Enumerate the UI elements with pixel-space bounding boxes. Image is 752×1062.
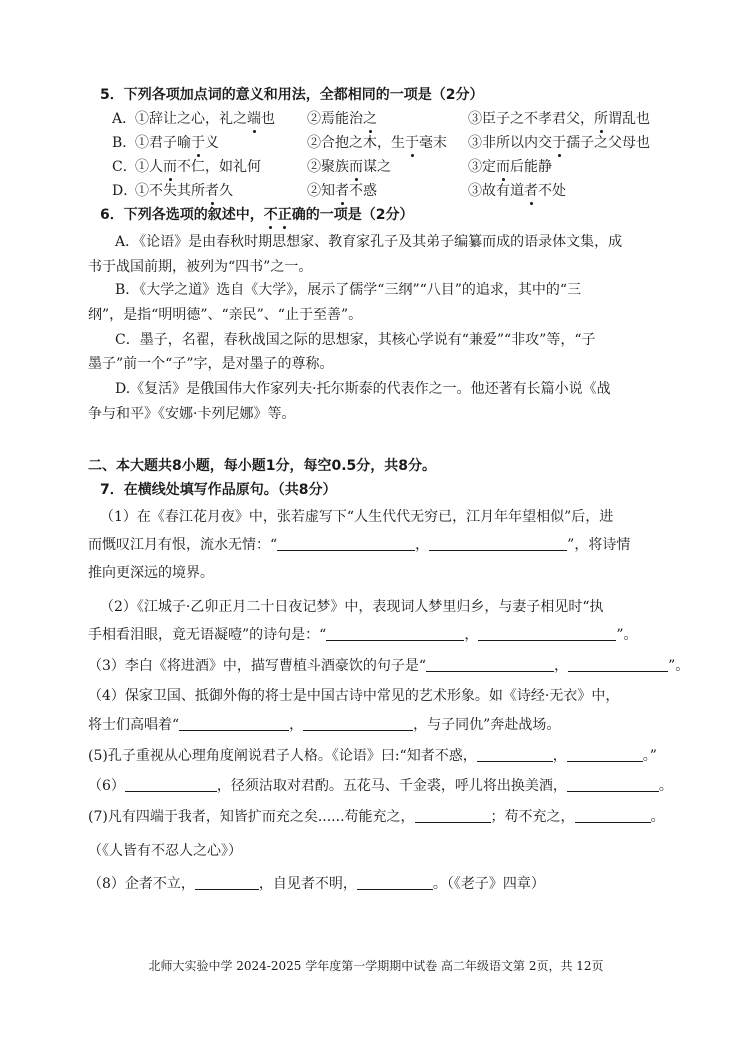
q6-option-c-line-2: 墨子”前一个“子”字，是对墨子的尊称。 — [88, 356, 334, 372]
answer-blank[interactable] — [277, 536, 415, 551]
q5-option-b-item-2: ②合抱之木，生于毫末 — [307, 135, 447, 151]
question-5-stem: 5．下列各项加点词的意义和用法，全都相同的一项是（2分） — [100, 87, 484, 103]
emphasis-dot: 者 — [524, 183, 538, 199]
emphasis-dot: 于 — [405, 135, 419, 151]
emphasis-dot: 之 — [363, 111, 377, 127]
emphasis-dot: 者 — [205, 183, 219, 199]
answer-blank[interactable] — [357, 875, 433, 890]
emphasis-dot: 正 — [277, 207, 292, 223]
emphasis-dot: 于 — [552, 135, 566, 151]
q5-option-b-item-3: ③非所以内交于孺子之父母也 — [468, 135, 650, 151]
answer-blank[interactable] — [568, 657, 668, 672]
q5-option-b-item-1: ①君子喻于义 — [135, 135, 219, 151]
q5-option-b-label: B． — [112, 135, 137, 151]
q5-option-c-item-2: ②聚族而谋之 — [307, 159, 391, 175]
q5-option-d-item-2: ②知者不惑 — [307, 183, 377, 199]
answer-blank[interactable] — [478, 626, 616, 641]
q7-item-2-line-2: 手相看泪眼，竟无语凝噎”的诗句是：“ ， ”。 — [88, 627, 638, 643]
q6-option-d-line-2: 争与和平》《安娜·卡列尼娜》等。 — [88, 406, 296, 422]
answer-blank[interactable] — [477, 747, 553, 762]
q6-option-b-line-1: B．《大学之道》选自《大学》，展示了儒学“三纲”“八目”的追求，其中的“三 — [115, 282, 582, 298]
q7-item-8: （8）企者不立， ，自见者不明， 。（《老子》四章） — [88, 876, 545, 892]
q5-option-a-item-3: ③臣子之不孝君父，所谓乱也 — [468, 111, 650, 127]
q5-option-d-label: D． — [112, 183, 138, 199]
answer-blank[interactable] — [567, 777, 659, 792]
q5-option-a-label: A． — [112, 111, 137, 127]
emphasis-dot: 于 — [191, 135, 205, 151]
emphasis-dot: 端 — [247, 111, 261, 127]
q7-item-5: (5)孔子重视从心理角度阐说君子人格。《论语》曰:“知者不惑， ， 。” — [88, 748, 657, 764]
emphasis-dot: 所 — [594, 111, 608, 127]
emphasis-dot: 而 — [163, 159, 177, 175]
q5-option-c-label: C． — [112, 159, 137, 175]
q6-option-a-line-2: 书于战国前期，被列为“四书”之一。 — [88, 259, 313, 275]
question-7-stem: 7．在横线处填写作品原句。（共8分） — [100, 482, 337, 498]
answer-blank[interactable] — [303, 716, 413, 731]
q7-item-1-line-2: 而慨叹江月有恨，流水无情：“ ， ”，将诗情 — [88, 537, 631, 553]
answer-blank[interactable] — [326, 626, 464, 641]
q5-option-c-item-3: ③定而后能静 — [468, 159, 552, 175]
q7-item-4-line-1: （4）保家卫国、抵御外侮的将士是中国古诗中常见的艺术形象。如《诗经·无衣》中， — [88, 688, 620, 704]
emphasis-dot: 者 — [335, 183, 349, 199]
q6-option-d-line-1: D.《复活》是俄国伟大作家列夫·托尔斯泰的代表作之一。他还著有长篇小说《战 — [115, 381, 611, 397]
answer-blank[interactable] — [415, 808, 491, 823]
q6-option-a-line-1: A．《论语》是由春秋时期思想家、教育家孔子及其弟子编纂而成的语录体文集，成 — [115, 234, 623, 250]
section-2-heading: 二、本大题共8小题，每小题1分，每空0.5分，共8分。 — [88, 458, 437, 474]
q7-item-6: （6） ，径须沽取对君酌。五花马、千金裘，呼儿将出换美酒， 。 — [88, 778, 673, 794]
q5-option-d-item-3: ③故有道者不处 — [468, 183, 566, 199]
answer-blank[interactable] — [429, 536, 567, 551]
q7-item-7-source: （《人皆有不忍人之心》） — [88, 843, 242, 859]
q5-option-c-item-1: ①人而不仁，如礼何 — [135, 159, 261, 175]
emphasis-dot: 不 — [263, 207, 278, 223]
page-footer: 北师大实验中学 2024-2025 学年度第一学期期中试卷 高二年级语文第 2页，共 12页 — [148, 959, 604, 973]
answer-blank[interactable] — [125, 777, 217, 792]
answer-blank[interactable] — [426, 657, 554, 672]
q5-option-a-item-2: ②焉能治之 — [307, 111, 377, 127]
q5-option-a-item-1: ①辞让之心，礼之端也 — [135, 111, 275, 127]
q7-item-1-line-3: 推向更深远的境界。 — [88, 565, 214, 581]
q7-item-4-line-2: 将士们高唱着“ ， ，与子同仇”奔赴战场。 — [88, 717, 561, 733]
q7-item-7: (7)凡有四端于我者，知皆扩而充之矣......苟能充之， ；苟不充之， 。 — [88, 809, 665, 825]
emphasis-dot: 而 — [496, 159, 510, 175]
answer-blank[interactable] — [567, 747, 643, 762]
q5-option-d-item-1: ①不失其所者久 — [135, 183, 233, 199]
q6-option-c-line-1: C．墨子，名翟，春秋战国之际的思想家，其核心学说有“兼爱”“非攻”等，“子 — [115, 332, 596, 348]
q7-item-3: （3）李白《将进酒》中，描写曹植斗酒豪饮的句子是“ ， ”。 — [88, 658, 690, 674]
q6-option-b-line-2: 纲”，是指“明明德”、“亲民”、“止于至善”。 — [88, 307, 363, 323]
q7-item-1-line-1: （1）在《春江花月夜》中，张若虚写下“人生代代无穷已，江月年年望相似”后，进 — [100, 509, 614, 525]
answer-blank[interactable] — [575, 808, 651, 823]
answer-blank[interactable] — [179, 716, 289, 731]
emphasis-dot: 而 — [349, 159, 363, 175]
q7-item-2-line-1: （2）《江城子·乙卯正月二十日夜记梦》中，表现词人梦里归乡，与妻子相见时“执 — [100, 599, 604, 615]
question-6-stem: 6．下列各选项的叙述中，不正确的一项是（2分） — [100, 207, 414, 223]
answer-blank[interactable] — [195, 875, 259, 890]
